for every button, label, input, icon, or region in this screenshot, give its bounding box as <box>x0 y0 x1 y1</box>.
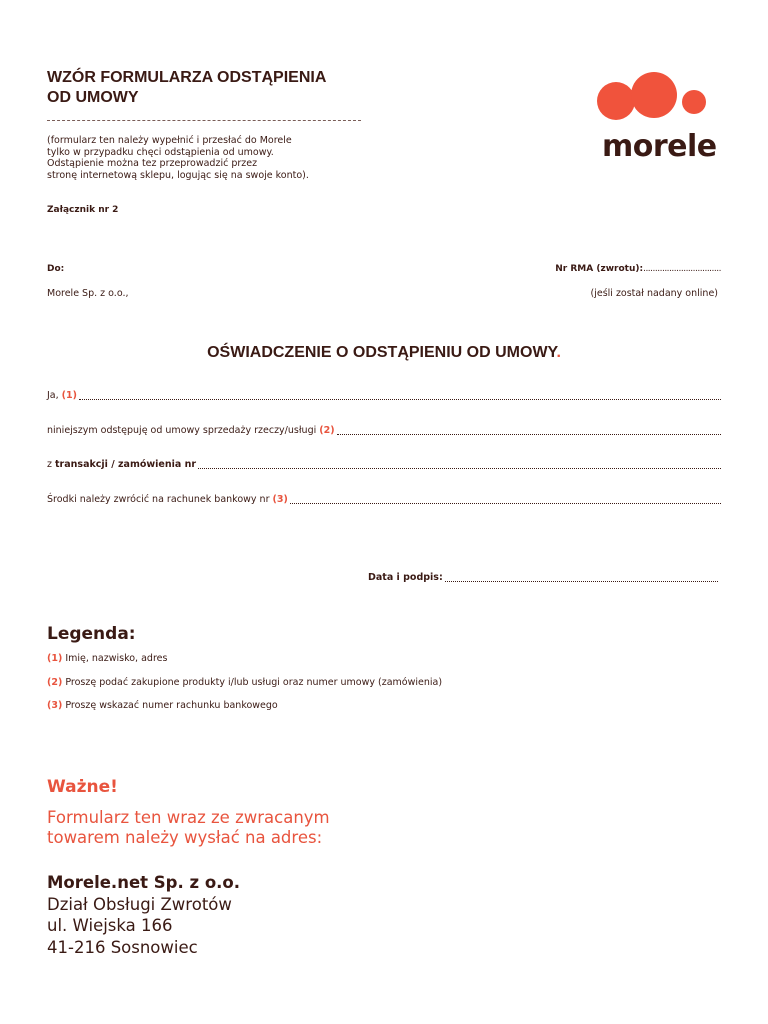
attachment-label: Załącznik nr 2 <box>47 205 119 215</box>
products-field[interactable] <box>47 421 721 437</box>
statement-heading-text: OŚWIADCZENIE O ODSTĄPIENIU OD UMOWY <box>207 344 557 361</box>
form-title <box>47 68 377 108</box>
products-field-line[interactable] <box>337 434 721 435</box>
order-number-field-bold: transakcji / zamówienia nr <box>55 459 197 470</box>
legend-item-3 <box>47 700 278 712</box>
legend-title: Legenda: <box>47 624 136 644</box>
return-address-line-2: ul. Wiejska 166 <box>47 916 173 935</box>
name-field[interactable] <box>47 386 721 402</box>
form-title-line-1: WZÓR FORMULARZA ODSTĄPIENIA <box>47 69 327 86</box>
name-field-prefix: Ja, <box>47 390 62 401</box>
rma-note: (jeśli został nadany online) <box>590 288 718 299</box>
bank-account-field-num: (3) <box>272 494 288 505</box>
products-field-label <box>47 425 335 437</box>
name-field-label <box>47 390 77 402</box>
legend-item-3-num: (3) <box>47 700 63 711</box>
return-address <box>47 872 447 958</box>
morele-logo-circles <box>596 70 726 130</box>
important-note <box>47 808 447 848</box>
title-divider <box>47 120 361 121</box>
legend-item-3-text: Proszę wskazać numer rachunku bankowego <box>62 700 278 711</box>
bank-account-field-prefix: Środki należy zwrócić na rachunek bankowy nr <box>47 494 273 505</box>
date-signature-line[interactable] <box>445 581 718 582</box>
bank-account-field-line[interactable] <box>290 503 721 504</box>
statement-heading-dot: . <box>556 344 561 361</box>
legend-item-1 <box>47 653 167 665</box>
statement-heading <box>0 343 768 363</box>
morele-logo <box>596 70 726 170</box>
rma-label: Nr RMA (zwrotu): <box>555 264 644 274</box>
products-field-num: (2) <box>319 425 335 436</box>
return-address-line-1: Dział Obsługi Zwrotów <box>47 894 232 914</box>
name-field-num: (1) <box>61 390 77 401</box>
intro-line-1: (formularz ten należy wypełnić i przesłać do Morele <box>47 135 292 146</box>
intro-line-2: tylko w przypadku chęci odstąpienia od umowy. <box>47 146 274 158</box>
legend-item-1-text: Imię, nazwisko, adres <box>62 653 168 664</box>
order-number-field-prefix: z <box>47 459 56 470</box>
intro-line-3: Odstąpienie można tez przeprowadzić przez <box>47 158 258 169</box>
legend-item-2-num: (2) <box>47 677 63 688</box>
rma-dots: ................................. <box>643 264 721 274</box>
legend-item-2 <box>47 677 442 689</box>
intro-line-4: stronę internetową sklepu, logując się na swoje konto). <box>47 169 309 181</box>
important-note-line-1: Formularz ten wraz ze zwracanym <box>47 808 330 827</box>
order-number-field-label <box>47 459 196 471</box>
order-number-field-line[interactable] <box>198 468 721 469</box>
important-note-line-2: towarem należy wysłać na adres: <box>47 828 323 847</box>
bank-account-field[interactable] <box>47 490 721 506</box>
return-address-company: Morele.net Sp. z o.o. <box>47 873 241 892</box>
date-signature-field[interactable] <box>368 568 718 584</box>
bank-account-field-label <box>47 494 288 506</box>
products-field-prefix: niniejszym odstępuję od umowy sprzedaży rzeczy/usługi <box>47 425 320 436</box>
date-signature-label: Data i podpis: <box>368 572 443 583</box>
important-title: Ważne! <box>47 777 118 797</box>
to-value: Morele Sp. z o.o., <box>47 288 129 299</box>
rma-field[interactable] <box>555 264 721 274</box>
name-field-line[interactable] <box>79 399 721 400</box>
morele-logo-text: morele <box>602 129 717 164</box>
legend-item-2-text: Proszę podać zakupione produkty i/lub usługi oraz numer umowy (zamówienia) <box>62 677 443 688</box>
return-address-line-3: 41-216 Sosnowiec <box>47 937 198 957</box>
form-title-line-2: OD UMOWY <box>47 89 139 106</box>
intro-note <box>47 135 367 181</box>
order-number-field[interactable] <box>47 455 721 471</box>
legend-item-1-num: (1) <box>47 653 63 664</box>
to-label: Do: <box>47 264 65 274</box>
